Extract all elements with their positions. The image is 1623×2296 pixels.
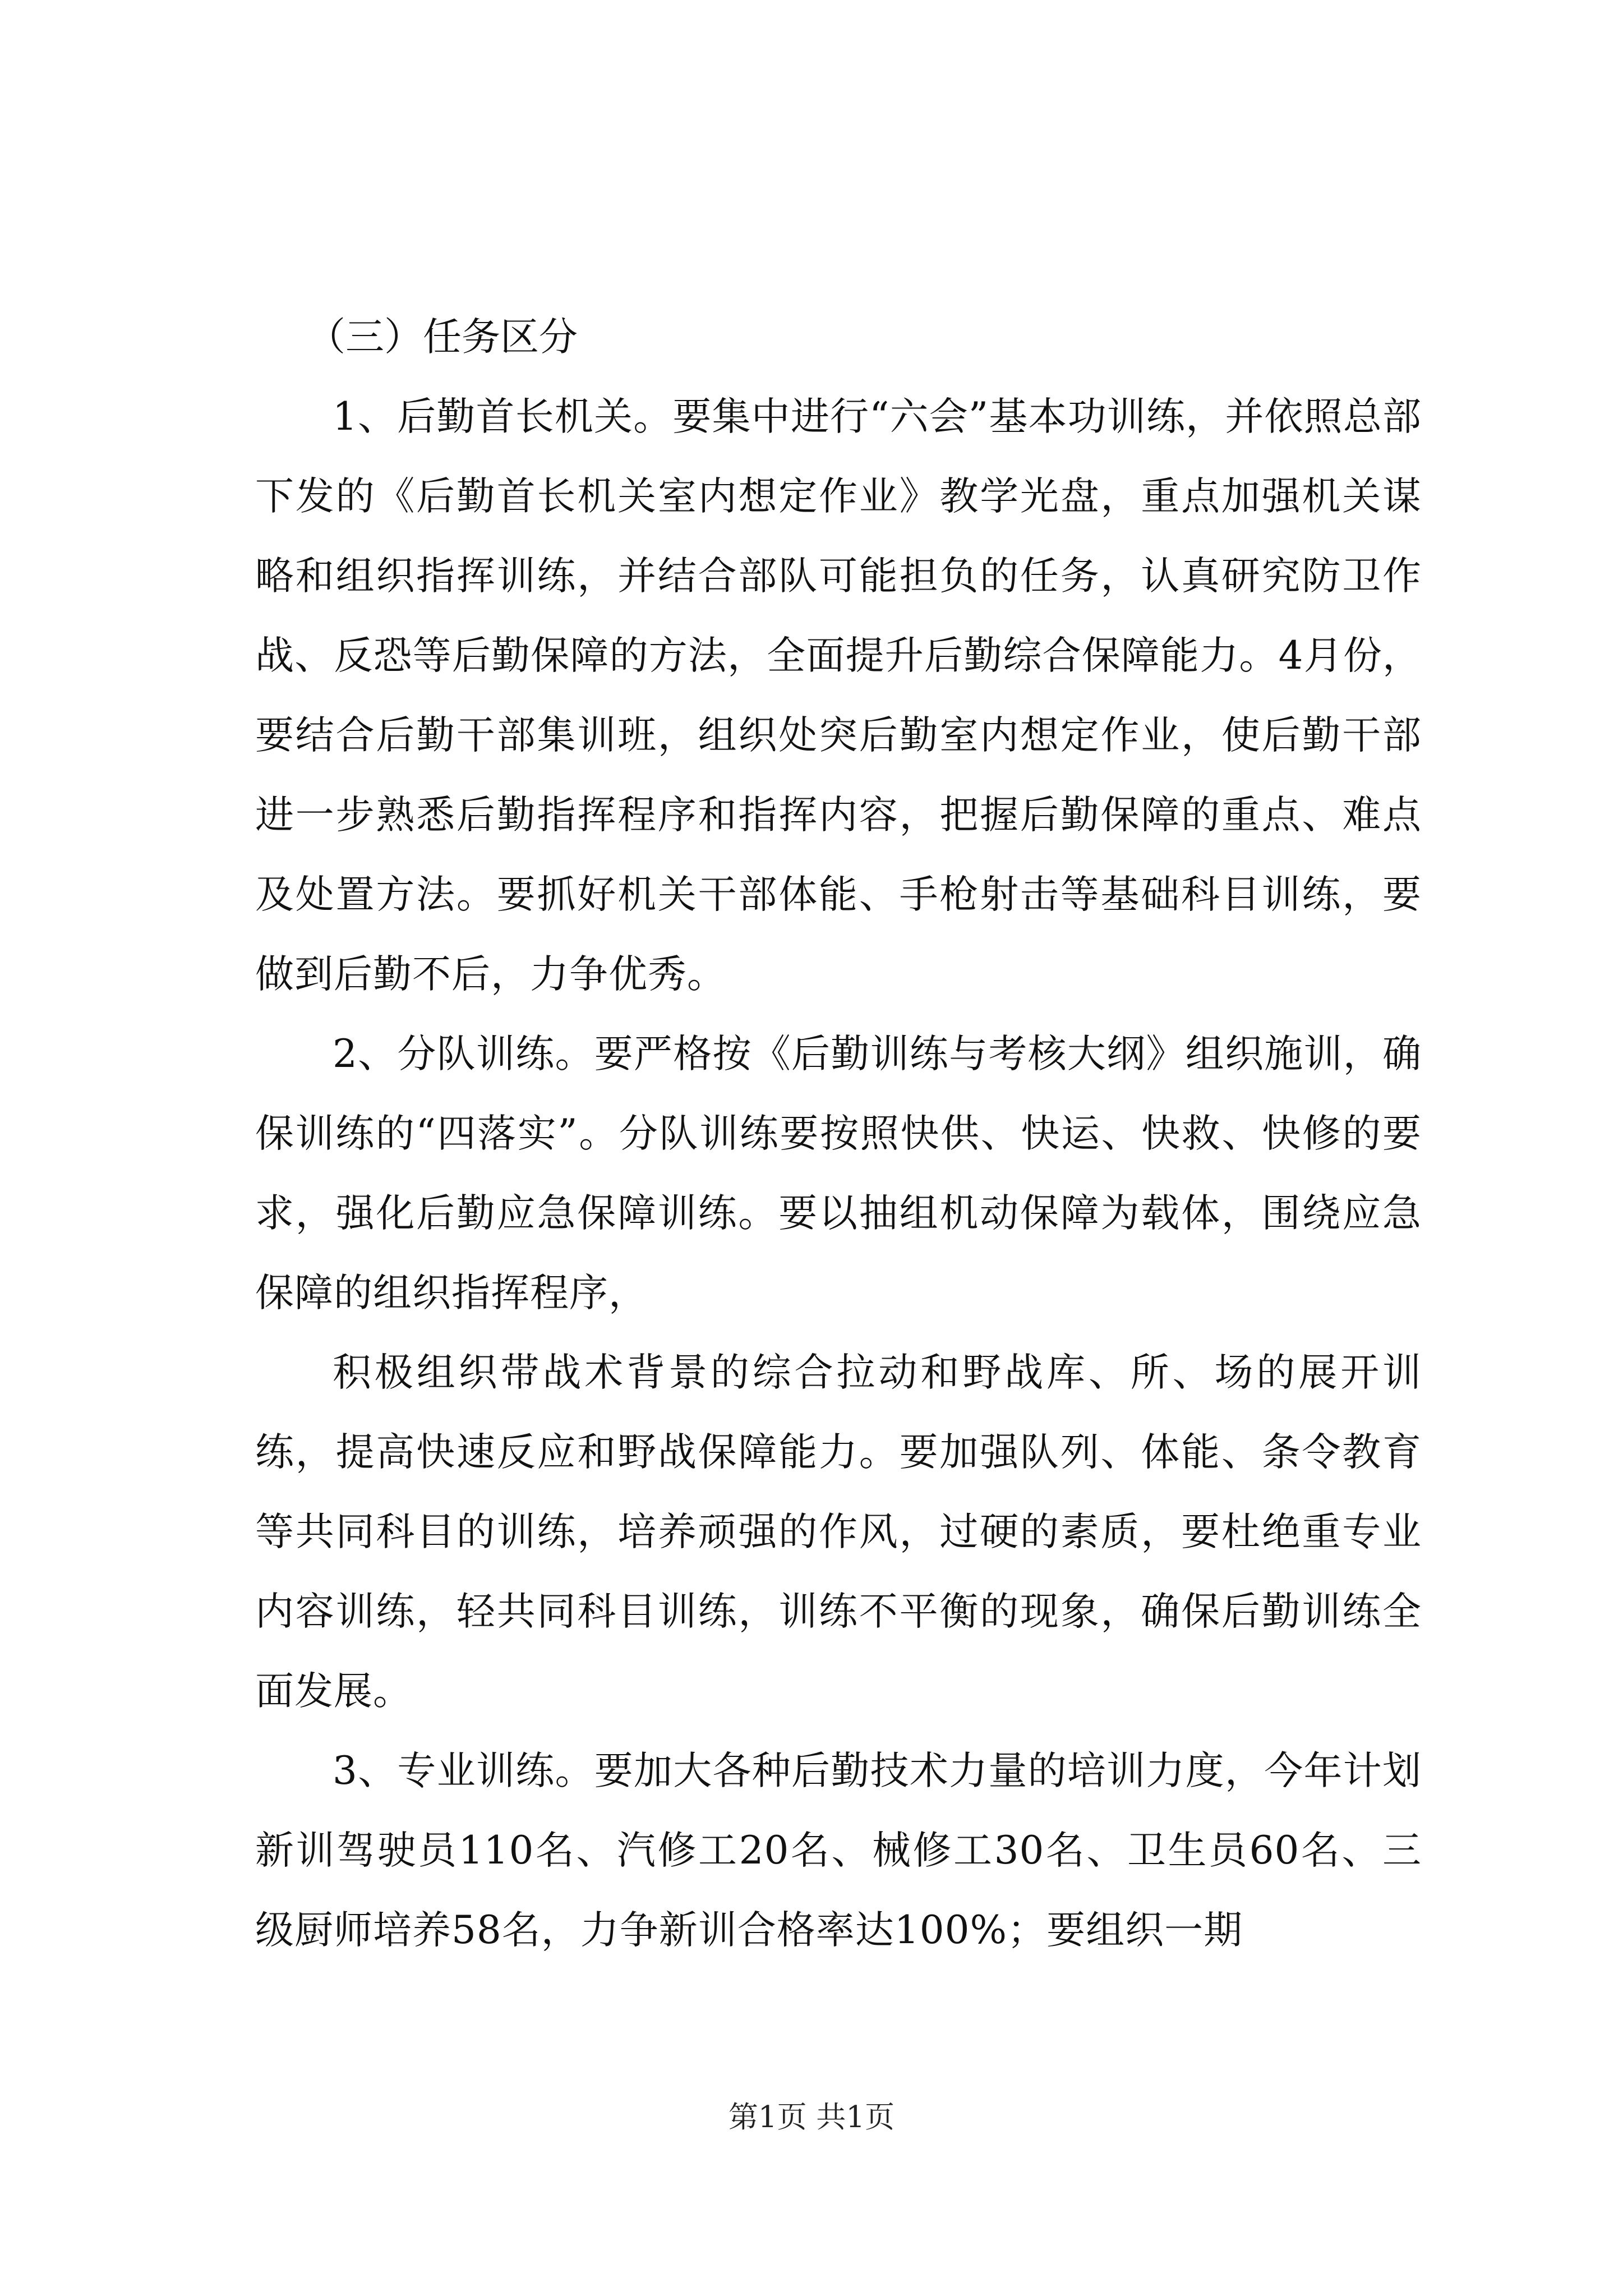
section-heading: （三）任务区分 [307, 315, 578, 360]
page-footer: 第1页 共1页 [728, 2100, 895, 2134]
paragraph-2: 2、分队训练。要严格按《后勤训练与考核大纲》组织施训，确保训练的“四落实”。分队训练要按照快供、快运、快救、快修的要求，强化后勤应急保障训练。要以抽组机动保障为载体，围绕应急保障的组织指挥程序， [255, 1032, 1422, 1315]
paragraph-1: 1、后勤首长机关。要集中进行“六会”基本功训练，并依照总部下发的《后勤首长机关室内想定作业》教学光盘，重点加强机关谋略和组织指挥训练，并结合部队可能担负的任务，认真研究防卫作战、反恐等后勤保障的方法，全面提升后勤综合保障能力。4月份，要结合后勤干部集训班，组织处突后勤室内想定作业，使后勤干部进一步熟悉后勤指挥程序和指挥内容，把握后勤保障的重点、难点及处置方法。要抓好机关干部体能、手枪射击等基础科目训练，要做到后勤不后，力争优秀。 [255, 394, 1422, 997]
paragraph-4: 3、专业训练。要加大各种后勤技术力量的培训力度，今年计划新训驾驶员110名、汽修工20名、械修工30名、卫生员60名、三级厨师培养58名，力争新训合格率达100%；要组织一期 [255, 1749, 1422, 1953]
document-body [255, 297, 1422, 1970]
paragraph-3: 积极组织带战术背景的综合拉动和野战库、所、场的展开训练，提高快速反应和野战保障能力。要加强队列、体能、条令教育等共同科目的训练，培养顽强的作风，过硬的素质，要杜绝重专业内容训练，轻共同科目训练，训练不平衡的现象，确保后勤训练全面发展。 [255, 1350, 1422, 1714]
